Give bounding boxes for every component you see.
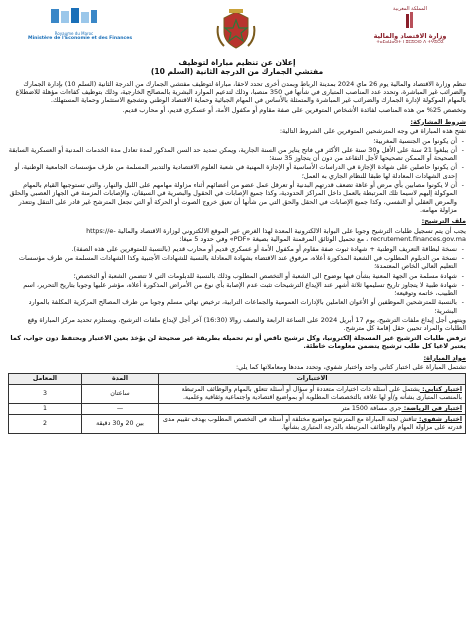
- coef-cell: 2: [9, 415, 82, 434]
- condition-item: - أن لا يكونوا مصابين بأي مرض أو عاهة تضعف قدرتهم البدنية أو تعرقل عمل عضو من أعضائهم أثناء مزاولة مهامهم على الليل والنهار، والتي تستوجبها القيام بالمهام الموكولة إليهم لاسيما تلك المرتبطة بالعمل داخل المراكز الحدودية، وكذا جميع الإصابات في الحقول والبصرية في السيقان، والإصابات المزمنة في الجهاز العصبي والحلق والمرض العقلي أو النفسي، وكذا جميع الإصابات في الحقل والحق التي من شأنها أن تعيق خروج الصوت أو الحركة أو التي تجعل المترشح غير قادر على التنقل وتتعذر مزاولة مهامه.: [8, 181, 457, 214]
- table-row: [9, 415, 466, 434]
- coef-cell: 1: [9, 404, 82, 415]
- table-row: [9, 385, 466, 404]
- col-header-duration: المدة: [82, 374, 159, 385]
- document-item: - شهادة مسلمة من الجهة المعنية بشأن فيها بوضوح الى الشعبة أو التخصص المطلوب وذلك بالنسبة للدبلومات التي لا تتضمن الشعبة أو التخصص؛: [8, 272, 457, 280]
- test-label: اختبار كتابي:: [419, 386, 462, 394]
- ministry-mark-icon: [406, 12, 414, 28]
- document-item: - نسخة من الدبلوم المطلوب في الشعبة المذكورة أعلاه، مرفوق عند الاقتضاء بشهادة المعادلة بالنسبة للشهادات الأجنبية وكذا الشهادات المسلمة من طرف مؤسسات التعليم العالي الخاص المعتمدة؛: [8, 254, 457, 271]
- condition-item: - أن يبلغوا 21 سنة على الأقل و30 سنة على الأكثر في فاتح يناير من السنة الجارية، ويمكن تمديد حد السن المذكور لمدة تعادل مدة الخدمات المدنية أو العسكرية السابقة الصحيحة أو الممكن تصحيحها لأجل التقاعد من دون أن يتجاوز 35 سنة؛: [8, 146, 457, 163]
- announcement-body: [8, 58, 466, 434]
- exam-table: [8, 373, 466, 434]
- deadline-paragraph: وينتهي أجل إيداع ملفات الترشيح، يوم 17 أبريل 2024 على الساعة الرابعة والنصف زوالا (16:30) آخر أجل لإيداع ملفات الترشيح، ويستلزم تحديد مركز المباراة وقع الطلبات والمراد تحيين حقل إقامة كل مترشح.: [27, 316, 466, 333]
- ministry-emblem-icon: [45, 6, 103, 26]
- table-header-row: [9, 374, 466, 385]
- duration-cell: بين 20 و30 دقيقة: [82, 415, 159, 434]
- test-desc: تناقش لجنة المباراة مع المترشح مواضيع مختلفة أو أسئلة في التخصص المطلوب بهدف تقييم مدى قدرته على مزاولة المهام والوظائف المرتبطة بالدرجة المتبارى بشأنها.: [162, 416, 462, 432]
- ministry-logo-left: [28, 6, 133, 50]
- quota-paragraph: وتخصص 25% من هذه المناصب لفائدة الأشخاص المتوفرين على صفة مقاوم أو مكفول الأمة، أو عسكري قديم، أو محارب قديم.: [122, 106, 466, 115]
- conditions-heading: شروط المشاركة:: [410, 117, 466, 126]
- test-desc: يشتمل على أسئلة ذات اختيارات متعددة أو سؤال أو أسئلة تتعلق بالمهام والوظائف المرتبطة بالمنصب المتبارى بشأنه و/أو لها علاقة بالتخصصات المطلوبة أو بمواضيع اقتصادية واجتماعية وثقافية وعلمية.: [181, 386, 462, 402]
- test-cell: [159, 404, 466, 415]
- title-line2: مفتشي الجمارك من الدرجة الثانية (السلم 10): [150, 67, 324, 77]
- table-row: [9, 404, 466, 415]
- ministry-logo-right: [360, 6, 460, 50]
- coef-cell: 3: [9, 385, 82, 404]
- exam-intro: تشتمل المباراة على اختبار كتابي واحد واختبار شفوي، وتحدد مددها ومعاملاتها كما يلي:: [235, 363, 466, 372]
- test-label: اختبار شفوي:: [416, 416, 462, 424]
- test-cell: [159, 385, 466, 404]
- announcement-title: [8, 58, 466, 77]
- test-label: اختبار في الرياضة:: [401, 405, 462, 413]
- exam-heading: مواد المباراة:: [423, 353, 466, 362]
- conditions-intro: تفتح هذه المباراة في وجه المترشحين المتوفرين على الشروط التالية:: [279, 126, 466, 135]
- document-item: - بالنسبة للمترشحين الموظفين أو الأعوان العاملين بالإدارات العمومية والجماعات الترابية، ترخيص نهائي مسلم وجوبا من طرف المصالح المركزية المكلفة بالموارد البشرية؛: [8, 298, 457, 315]
- right-logo-line1: المملكة المغربية: [393, 6, 427, 12]
- page-header: [0, 6, 474, 52]
- condition-item: - أن يكونوا من الجنسية المغربية؛: [8, 137, 457, 145]
- duration-cell: —: [82, 404, 159, 415]
- duration-cell: ساعتان: [82, 385, 159, 404]
- candidacy-heading: ملف الترشيح:: [421, 217, 466, 226]
- conditions-list: [8, 137, 466, 215]
- candidacy-intro: يجب أن يتم تسجيل طلبات الترشيح وجوبا على البوابة الالكترونية المعدة لهذا الغرض عبر الموقع الالكتروني لوزارة الاقتصاد والمالية https://e-recrutement.finances.gov.ma ، مع تحميل الوثائق المرقمنة الموالية بصيغة «PDF» وفي حدود 5 ميغا:: [86, 226, 466, 243]
- col-header-tests: الاختبارات: [159, 374, 466, 385]
- coat-of-arms-icon: [214, 8, 258, 52]
- test-desc: جري مسافة 1500 متر: [341, 405, 402, 413]
- intro-paragraph: تنظم وزارة الاقتصاد والمالية يوم 26 ماي 2024 بمدينة الرباط وبمدن أخرى تحدد لاحقا، مباراة لتوظيف مفتشي الجمارك من الدرجة الثانية (السلم 10) بإدارة الجمارك والضرائب غير المباشرة، وتحدد عدد المناصب المتبارى في شأنها في 350 منصبا، وذلك لتدعيم الموارد البشرية بالمصالح الخارجية، وذلك بتوظيف كفاءات مؤهلة للاضطلاع بالمهام الموكولة لإدارة الجمارك والضرائب غير المباشرة والمتمثلة بالأساس في المهام الجبائية وحماية الاقتصاد الوطني وتشجيع الاستثمار وحماية المستهلك.: [15, 79, 466, 105]
- col-header-coef: المعامل: [9, 374, 82, 385]
- document-item: - شهادة طبية لا يتجاوز تاريخ تسليمها ثلاثة أشهر عند الإيداع الترشيحات تثبت عدم الإصابة بأي نوع من الأمراض المذكورة أعلاه، مؤشر عليها وجوبا بتاريخ التحرير، اسم الطبيب، خاتمه وتوقيعه؛: [8, 281, 457, 298]
- right-logo-line2: وزارة الاقتصاد والمالية: [373, 32, 447, 40]
- right-logo-line3: ⵜⴰⵎⴰⵡⴰⵙⵜ ⵏ ⵓⵎⵓⵔⵙ ⴷ ⵜⵖⵓⵔⵉ: [376, 40, 444, 45]
- warning-paragraph: ترفض طلبات الترشيح غير المسجلة إلكترونيا، وكل ترشيح ناقص أو تم تحميله بطريقة غير صحيحة لن يؤخذ بعين الاعتبار وبحتفظ دون جواب، كما يعتبر لاغيا كل طلب ترشيح يتضمن معلومات خاطئة.: [10, 334, 466, 351]
- left-logo-line2: Ministère de l'Economie et des Finances: [28, 36, 133, 41]
- condition-item: - أن يكونوا حاصلين على شهادة الإجازة في الدراسات الأساسية أو الإجازة المهنية في شعبة العلوم الاقتصادية والتدبير المسلمة من طرف مؤسسات الجامعية الوطنية، أو إحدى الشهادات المعادلة لها طبقا للنظام الجاري به العمل؛: [8, 163, 457, 180]
- documents-list: [8, 245, 466, 315]
- left-logo-line1: Royaume du Maroc: [54, 31, 94, 36]
- test-cell: [159, 415, 466, 434]
- title-line1: إعلان عن تنظيم مباراة لتوظيف: [178, 58, 296, 67]
- document-item: - نسخة لبطاقة التعريف الوطنية + شهادة ثبوت صفة مقاوم أو مكفول الأمة أو عسكري قديم أو محارب قديم (بالنسبة للمتوفرين على هذه الصفة).: [8, 245, 457, 253]
